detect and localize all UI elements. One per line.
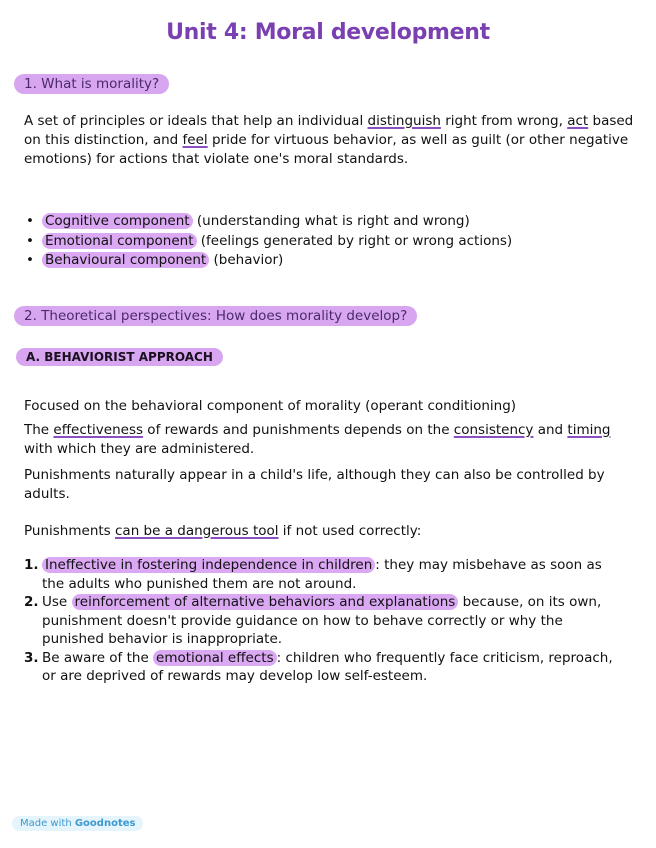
list-item: [24, 232, 512, 252]
list-item: [24, 251, 512, 271]
item-highlight: Ineffective in fostering independence in children: [42, 557, 375, 573]
list-item: [24, 212, 512, 232]
keyword-timing: timing: [567, 422, 611, 438]
effectiveness-text-2: of rewards and punishments depends on the: [143, 422, 454, 438]
approach-heading: A. BEHAVIORIST APPROACH: [16, 348, 223, 366]
item-highlight: emotional effects: [153, 650, 277, 666]
punishments-natural-text: Punishments naturally appear in a child's life, although they can also be controlled by adults.: [24, 467, 605, 502]
item-pre: Use: [42, 594, 72, 610]
page-title: Unit 4: Moral development: [166, 20, 490, 45]
item-post: : they may misbehave as soon as the adults who punished them are not around.: [42, 557, 602, 592]
goodnotes-badge: [12, 816, 143, 831]
item-number: 2.: [24, 594, 39, 610]
component-label: Behavioural component: [42, 252, 209, 268]
component-label: Emotional component: [42, 233, 197, 249]
definition-text-2: right from wrong,: [440, 113, 568, 129]
definition-text-4: pride for virtuous behavior, as well as guilt (or other negative emotions) for actions that violate one's moral standards.: [24, 132, 629, 167]
definition-keyword-act: act: [567, 113, 589, 129]
item-post: because, on its own, punishment doesn't provide guidance on how to behave correctly or why the punished behavior is inappropriate.: [42, 594, 602, 647]
definition-keyword-distinguish: distinguish: [367, 113, 441, 129]
dangerous-text: [24, 522, 636, 541]
keyword-effectiveness: effectiveness: [53, 422, 144, 438]
section-2-heading: 2. Theoretical perspectives: How does morality develop?: [14, 306, 417, 326]
keyword-dangerous-tool: can be a dangerous tool: [115, 523, 279, 539]
morality-definition: [24, 112, 636, 169]
definition-text-3: based on this distinction, and: [24, 113, 634, 148]
item-number: 3.: [24, 649, 39, 666]
punishment-points-list: [24, 556, 624, 686]
keyword-consistency: consistency: [453, 422, 534, 438]
item-number: 1.: [24, 557, 39, 573]
section-1-heading: 1. What is morality?: [14, 74, 169, 94]
component-desc: (understanding what is right and wrong): [192, 213, 470, 229]
effectiveness-text: [24, 421, 636, 459]
component-desc: (behavior): [209, 252, 284, 268]
footer-brand: Goodnotes: [74, 818, 136, 829]
list-item: [24, 556, 624, 593]
focus-text: Focused on the behavioral component of morality (operant conditioning): [24, 398, 517, 414]
definition-keyword-feel: feel: [182, 132, 208, 148]
dangerous-text-2: if not used correctly:: [278, 523, 422, 539]
footer-prefix: Made with: [20, 818, 72, 829]
components-list: [24, 212, 512, 271]
list-item: [24, 649, 624, 686]
effectiveness-text-1: The: [24, 422, 54, 438]
definition-text-1: A set of principles or ideals that help an individual: [24, 113, 368, 129]
effectiveness-text-4: with which they are administered.: [24, 441, 255, 457]
list-item: [24, 593, 624, 649]
item-pre: Be aware of the: [42, 649, 154, 666]
effectiveness-text-3: and: [533, 422, 568, 438]
item-post: : children who frequently face criticism, reproach, or are deprived of rewards may develop low self-esteem.: [42, 649, 613, 684]
component-label: Cognitive component: [42, 213, 193, 229]
item-highlight: reinforcement of alternative behaviors and explanations: [72, 594, 459, 610]
dangerous-text-1: Punishments: [24, 523, 115, 539]
component-desc: (feelings generated by right or wrong actions): [196, 232, 513, 249]
